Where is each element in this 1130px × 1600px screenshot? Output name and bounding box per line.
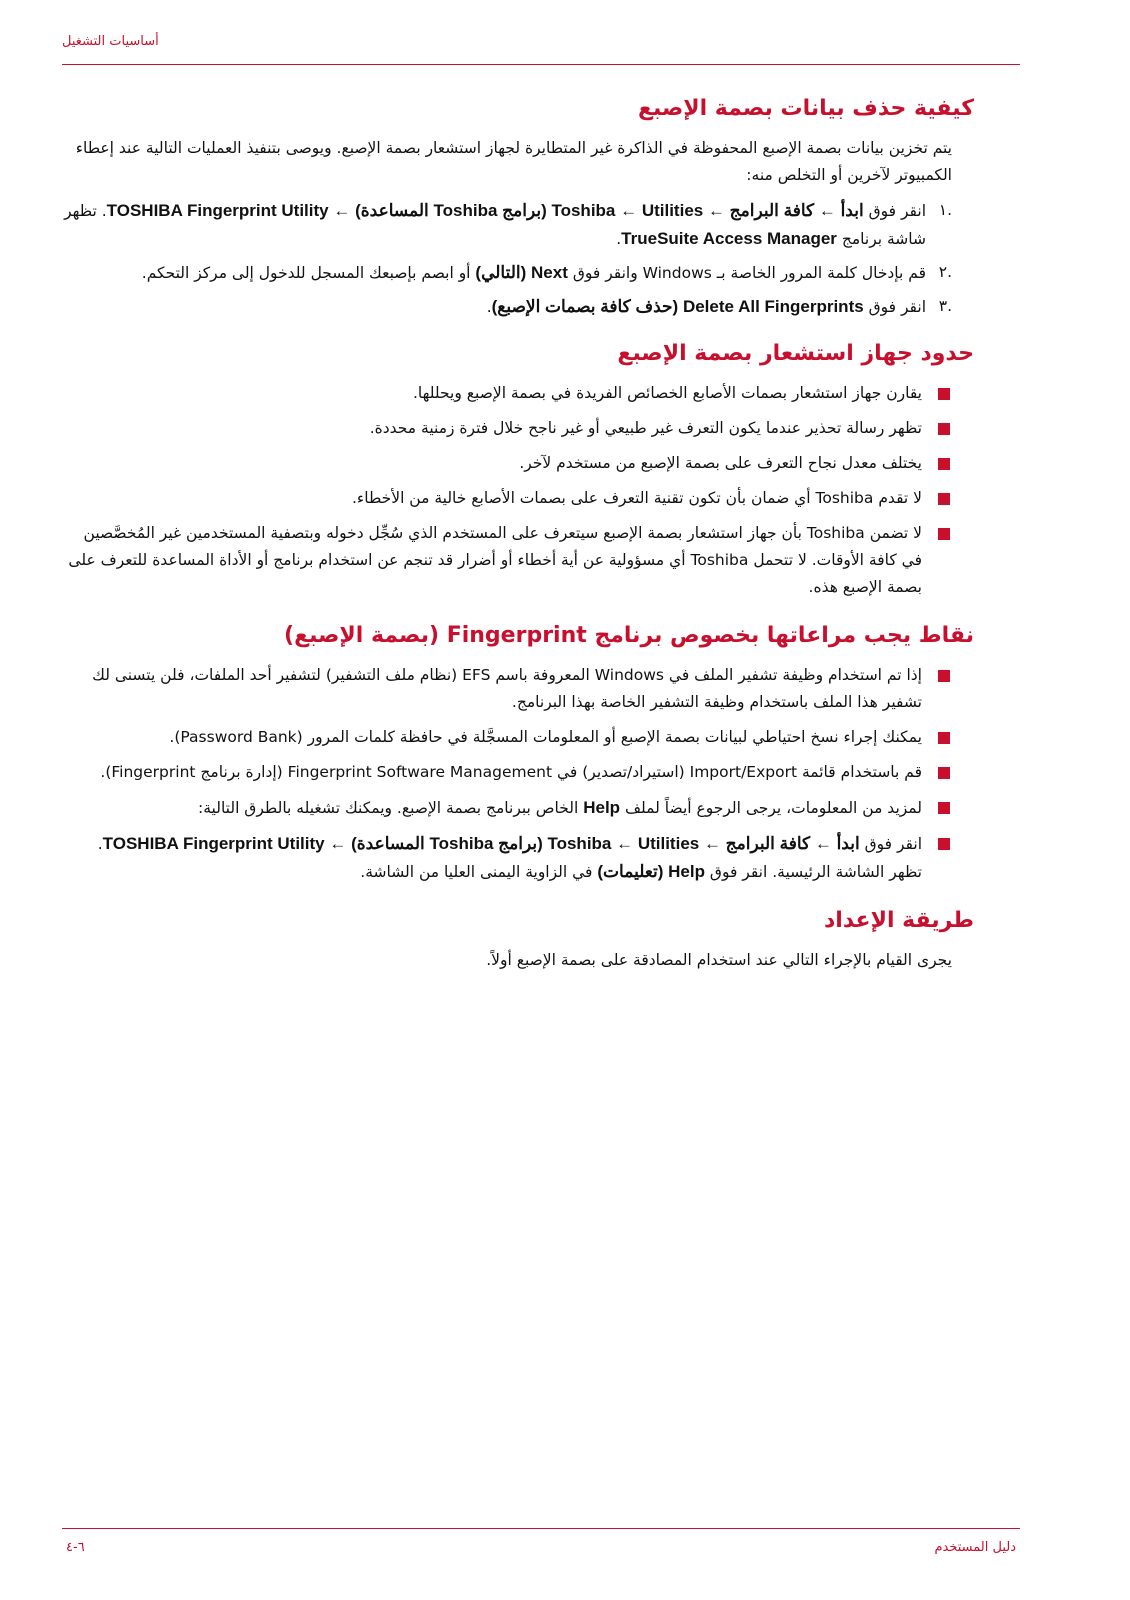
chapter-header: أساسيات التشغيل [62, 34, 159, 49]
method-text: يجرى القيام بالإجراء التالي عند استخدام المصادقة على بصمة الإصبع أولاً. [486, 951, 952, 969]
list-item: يمكنك إجراء نسخ احتياطي لبيانات بصمة الإصبع أو المعلومات المسجَّلة في حافظة كلمات المرور (Password Bank). [62, 724, 952, 751]
list-item: يختلف معدل نجاح التعرف على بصمة الإصبع من مستخدم لآخر. [62, 450, 952, 477]
section-method [62, 908, 974, 974]
section-delete [62, 96, 974, 321]
step-number: .١ [938, 201, 952, 219]
bullet-square-icon [938, 802, 950, 814]
list-item: لا تقدم Toshiba أي ضمان بأن تكون تقنية التعرف على بصمات الأصابع خالية من الأخطاء. [62, 485, 952, 512]
list-item: قم باستخدام قائمة Import/Export (استيراد/تصدير) في Fingerprint Software Management (إدارة برنامج Fingerprint). [62, 759, 952, 786]
guide-title: دليل المستخدم [934, 1540, 1016, 1555]
bullet-square-icon [938, 838, 950, 850]
delete-all-label: Delete All Fingerprints (حذف كافة بصمات الإصبع) [491, 297, 864, 316]
step-number: .٢ [938, 263, 952, 281]
program-name: TrueSuite Access Manager [621, 229, 837, 248]
list-item: تظهر رسالة تحذير عندما يكون التعرف غير طبيعي أو غير ناجح خلال فترة زمنية محددة. [62, 415, 952, 442]
bullet-square-icon [938, 423, 950, 435]
section-notes [62, 623, 974, 886]
header-divider [62, 64, 1020, 65]
page-content [62, 96, 974, 992]
delete-step-2: .٢ قم بإدخال كلمة المرور الخاصة بـ Windows وانقر فوق Next (التالي) أو ابصم بإصبعك المسجل للدخول إلى مركز التحكم. [62, 259, 952, 287]
bullet-square-icon [938, 493, 950, 505]
list-item: لا تضمن Toshiba بأن جهاز استشعار بصمة الإصبع سيتعرف على المستخدم الذي سُجِّل دخوله وبتصفية المستخدمين غير المُخصَّصين في كافة الأوقات. لا تتحمل Toshiba أي مسؤولية عن أية أخطاء أو أضرار قد تنجم عن استخدام برنامج أو الأداة المساعدة للتعرف على بصمة الإصبع هذه. [62, 520, 952, 601]
bullet-square-icon [938, 388, 950, 400]
next-label: Next (التالي) [475, 263, 568, 282]
list-item: انقر فوق ابدأ ← كافة البرامج ← Toshiba ← Utilities (برامج Toshiba المساعدة) ← TOSHIBA Fingerprint Utility. تظهر الشاشة الرئيسية. انقر فوق Help (تعليمات) في الزاوية اليمنى العليا من الشاشة. [62, 830, 952, 886]
list-item: لمزيد من المعلومات، يرجى الرجوع أيضاً لملف Help الخاص ببرنامج بصمة الإصبع. ويمكنك تشغيله بالطرق التالية: [62, 794, 952, 822]
notes-list [62, 662, 952, 886]
bullet-square-icon [938, 458, 950, 470]
bullet-square-icon [938, 528, 950, 540]
limits-list [62, 380, 952, 601]
section-title-delete: كيفية حذف بيانات بصمة الإصبع [637, 96, 974, 121]
section-title-notes: نقاط يجب مراعاتها بخصوص برنامج Fingerprint (بصمة الإصبع) [284, 623, 974, 648]
section-limits [62, 341, 974, 601]
menu-path: ابدأ ← كافة البرامج ← Toshiba ← Utilities (برامج Toshiba المساعدة) ← TOSHIBA Fingerprint Utility [102, 834, 860, 853]
step-number: .٣ [938, 297, 952, 315]
section-title-limits: حدود جهاز استشعار بصمة الإصبع [617, 341, 974, 366]
page-number: ٦-٤ [66, 1540, 85, 1555]
section-title-method: طريقة الإعداد [824, 908, 974, 933]
bullet-square-icon [938, 767, 950, 779]
delete-step-1: .١ انقر فوق ابدأ ← كافة البرامج ← Toshiba ← Utilities (برامج Toshiba المساعدة) ← TOSHIBA Fingerprint Utility. تظهر شاشة برنامج TrueSuite Access Manager. [62, 197, 952, 253]
delete-steps [62, 197, 952, 321]
list-item: إذا تم استخدام وظيفة تشفير الملف في Windows المعروفة باسم EFS (نظام ملف التشفير) لتشفير أحد الملفات، فلن يتسنى لك تشفير هذا الملف باستخدام وظيفة التشفير الخاصة بهذا البرنامج. [62, 662, 952, 716]
list-item: يقارن جهاز استشعار بصمات الأصابع الخصائص الفريدة في بصمة الإصبع ويحللها. [62, 380, 952, 407]
bullet-square-icon [938, 732, 950, 744]
delete-intro: يتم تخزين بيانات بصمة الإصبع المحفوظة في الذاكرة غير المتطايرة لجهاز استشعار بصمة الإصبع. ويوصى بتنفيذ العمليات التالية عند إعطاء الكمبيوتر لآخرين أو التخلص منه: [75, 139, 952, 184]
delete-step-3: .٣ انقر فوق Delete All Fingerprints (حذف كافة بصمات الإصبع). [62, 293, 952, 321]
help-label: Help (تعليمات) [597, 862, 705, 881]
bullet-square-icon [938, 670, 950, 682]
menu-path: ابدأ ← كافة البرامج ← Toshiba ← Utilities (برامج Toshiba المساعدة) ← TOSHIBA Fingerprint Utility [106, 201, 864, 220]
help-label: Help [583, 798, 621, 817]
footer-divider [62, 1528, 1020, 1529]
